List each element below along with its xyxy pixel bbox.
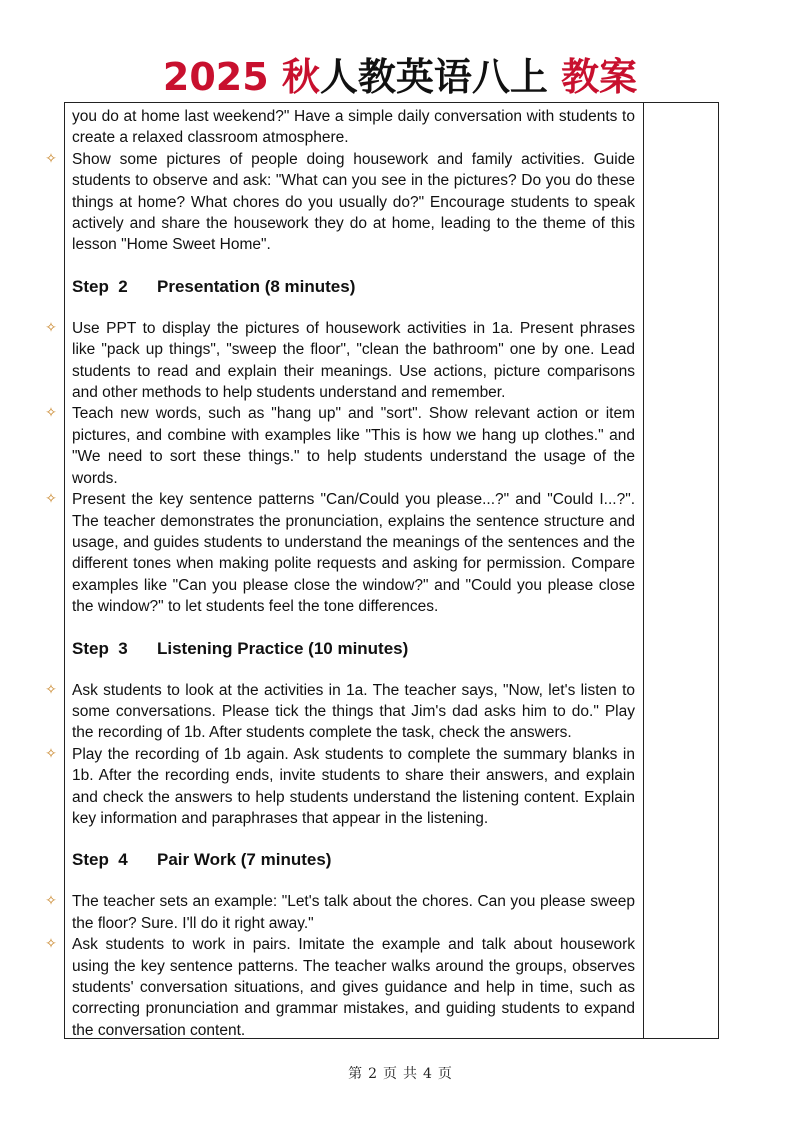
star-bullet-icon: ✧	[45, 936, 57, 953]
list-item	[45, 318, 635, 404]
title-lesson-plan: 教案	[561, 55, 638, 99]
footer-total-pages: 4	[423, 1066, 432, 1082]
list-item-text: Teach new words, such as "hang up" and "sort". Show relevant action or item pictures, and combine with examples like "This is how we hang up clothes." and "We need to sort these things." to help students understand the usage of the words.	[72, 405, 635, 487]
list-item-text: Play the recording of 1b again. Ask students to complete the summary blanks in 1b. After the recording ends, invite students to share their answers, and explain and check the answers to help students understand the listening content. Explain key information and paraphrases that appear in the listening.	[72, 745, 635, 827]
star-bullet-icon: ✧	[45, 681, 57, 698]
step-number: Step 3	[72, 638, 128, 658]
list-item	[45, 489, 635, 617]
list-item-text: Show some pictures of people doing housework and family activities. Guide students to observe and ask: "What can you see in the pictures? Do you do these things at home? What chores do you usually do?" Encourage students to speak actively and share the housework they do at home, leading to the theme of this lesson "Home Sweet Home".	[72, 150, 635, 254]
step-number: Step 2	[72, 276, 128, 296]
list-item	[45, 744, 635, 830]
list-item-text: Present the key sentence patterns "Can/Could you please...?" and "Could I...?". The teacher demonstrates the pronunciation, explains the sentence structure and usage, and guides students to understand the meanings of the sentences and the different tones when making polite requests and asking for permission. Compare examples like "Can you please close the window?" and "Could you please close the window?" to let students feel the tone differences.	[72, 491, 635, 616]
page-title	[0, 52, 800, 102]
step-heading	[72, 849, 635, 871]
list-item	[45, 891, 635, 934]
step-title: Pair Work (7 minutes)	[157, 850, 332, 870]
step-title: Listening Practice (10 minutes)	[157, 638, 409, 658]
star-bullet-icon: ✧	[45, 405, 57, 422]
list-item-text: Ask students to work in pairs. Imitate the example and talk about housework using the key sentence patterns. The teacher walks around the groups, observes students' conversation situations, and gives guidance and help in time, such as correcting pronunciation and grammar mistakes, and guiding students to expand the conversation content.	[72, 936, 635, 1039]
list-item-text: Ask students to look at the activities in 1a. The teacher says, "Now, let's listen to some conversations. Please tick the things that Jim's dad asks him to do." Play the recording of 1b. After students complete the task, check the answers.	[72, 681, 635, 742]
footer-total-word: 共	[403, 1066, 417, 1082]
list-item	[45, 149, 635, 256]
star-bullet-icon: ✧	[45, 893, 57, 910]
list-item-text: Use PPT to display the pictures of housework activities in 1a. Present phrases like "pack up things", "sweep the floor", "clean the bathroom" one by one. Lead students to read and explain their meanings. Use actions, picture comparisons and other methods to help students understand and remember.	[72, 319, 635, 402]
intro-continuation: you do at home last weekend?" Have a simple daily conversation with students to create a relaxed classroom atmosphere.	[72, 108, 635, 147]
list-item	[45, 934, 635, 1041]
star-bullet-icon: ✧	[45, 150, 57, 167]
step-heading	[72, 638, 635, 660]
title-textbook: 人教英语八上	[319, 55, 562, 99]
page-footer	[0, 1063, 800, 1083]
star-bullet-icon: ✧	[45, 319, 57, 336]
footer-current-page: 2	[368, 1066, 377, 1082]
star-bullet-icon: ✧	[45, 745, 57, 762]
step-title: Presentation (8 minutes)	[157, 276, 356, 296]
list-item	[45, 403, 635, 489]
list-item	[45, 680, 635, 744]
list-item-text: The teacher sets an example: "Let's talk about the chores. Can you please sweep the floor? Sure. I'll do it right away."	[72, 893, 635, 932]
footer-suffix: 页	[437, 1066, 452, 1082]
title-year-autumn: 2025 秋	[162, 55, 320, 99]
lesson-content	[45, 106, 635, 1041]
footer-prefix: 第	[348, 1066, 363, 1082]
step-heading	[72, 276, 635, 298]
column-divider	[643, 103, 644, 1038]
step-number: Step 4	[72, 850, 128, 870]
star-bullet-icon: ✧	[45, 491, 57, 508]
lesson-table	[45, 102, 719, 1039]
footer-page-word: 页	[383, 1066, 397, 1082]
